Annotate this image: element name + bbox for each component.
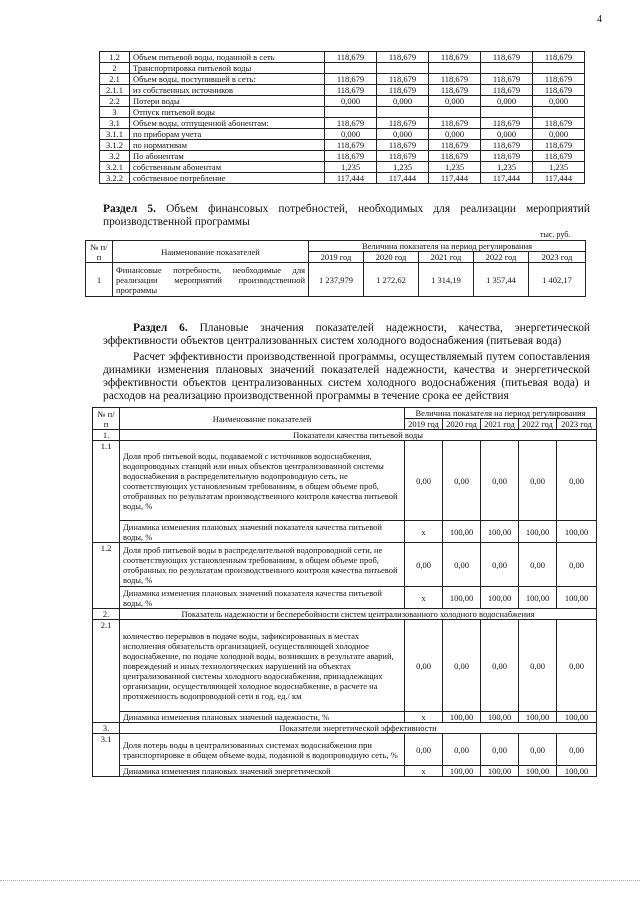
t1-value: 118,679 xyxy=(325,74,377,85)
t3-section-title: Показатели энергетической эффективности xyxy=(120,723,597,734)
t1-row-name: собственное потребление xyxy=(130,173,325,184)
t1-value: 118,679 xyxy=(325,85,377,96)
t2-value: 1 237,979 xyxy=(309,263,364,297)
t3-value: 0,00 xyxy=(481,441,519,521)
t3-value: х xyxy=(405,766,443,777)
t1-value xyxy=(325,107,377,118)
section-6-label: Раздел 6. xyxy=(133,322,188,334)
t1-value: 118,679 xyxy=(377,52,429,63)
t1-value: 118,679 xyxy=(429,85,481,96)
t2-value: 1 402,17 xyxy=(529,263,586,297)
t1-value: 117,444 xyxy=(325,173,377,184)
t3-row-num: 3.1 xyxy=(93,734,120,777)
table-row xyxy=(100,74,585,85)
t1-row-name: Отпуск питьевой воды xyxy=(130,107,325,118)
t3-section-num: 1. xyxy=(93,430,120,441)
t1-row-name: Объем воды, поступившей в сеть: xyxy=(130,74,325,85)
t1-value: 117,444 xyxy=(429,173,481,184)
t3-value: 100,00 xyxy=(519,712,557,723)
t2-row-name: Финансовые потребности, необходимые для реализации мероприятий производственной программы xyxy=(113,263,309,297)
t1-value: 118,679 xyxy=(429,151,481,162)
indicators-table xyxy=(92,407,597,777)
t1-value: 0,000 xyxy=(325,96,377,107)
table-row xyxy=(100,162,585,173)
t1-value: 1,235 xyxy=(481,162,533,173)
t3-value: 100,00 xyxy=(443,712,481,723)
t1-value: 118,679 xyxy=(481,74,533,85)
t3-value: 0,00 xyxy=(557,620,597,712)
t3-value: х xyxy=(405,521,443,543)
t1-row-name: Транспортировка питьевой воды xyxy=(130,63,325,74)
units-label: тыс. руб. xyxy=(540,230,571,239)
t3-value: 0,00 xyxy=(557,734,597,766)
table-row xyxy=(100,107,585,118)
t1-value: 1,235 xyxy=(325,162,377,173)
page-number: 4 xyxy=(597,14,602,25)
section-6 xyxy=(103,322,590,403)
t3-value: 0,00 xyxy=(481,620,519,712)
table-row xyxy=(100,140,585,151)
t3-row-name: Динамика изменения плановых значений показателя качества питьевой воды, % xyxy=(120,521,405,543)
t1-value: 118,679 xyxy=(533,118,585,129)
t1-value: 0,000 xyxy=(377,96,429,107)
t1-value: 118,679 xyxy=(533,151,585,162)
t1-value: 118,679 xyxy=(481,52,533,63)
t3-value: 0,00 xyxy=(405,543,443,587)
section-6-title: Плановые значения показателей надежности, качества, энергетической эффективности объектов централизованных систем холодного водоснабжения (питьевая вода) xyxy=(103,322,590,347)
t3-row-num: 1.2 xyxy=(93,543,120,609)
t3-value: 100,00 xyxy=(481,766,519,777)
t1-value: 117,444 xyxy=(533,173,585,184)
t3-row-name: Доля потерь воды в централизованных системах водоснабжения при транспортировке в общем объеме воды, поданной в водопроводную сеть, % xyxy=(120,734,405,766)
section-5-heading xyxy=(103,203,590,229)
t3-row-name: Доля проб питьевой воды, подаваемой с источников водоснабжения, водопроводных станций или иных объектов централизованной системы водоснабжения в распределительную водопроводную сеть, не соответствующих установленным требованиям, в общем объеме проб, отобранных по результатам производственного контроля качества питьевой воды, % xyxy=(120,441,405,521)
t3-value: 100,00 xyxy=(519,521,557,543)
t1-value xyxy=(377,63,429,74)
t1-value: 1,235 xyxy=(533,162,585,173)
t3-section-num: 2. xyxy=(93,609,120,620)
t3-value: 100,00 xyxy=(519,766,557,777)
t3-value: 0,00 xyxy=(405,441,443,521)
t1-value: 118,679 xyxy=(325,151,377,162)
t1-value: 0,000 xyxy=(377,129,429,140)
t3-row-name: Динамика изменения плановых значений надежности, % xyxy=(120,712,405,723)
t3-value: 0,00 xyxy=(519,543,557,587)
t3-value: 0,00 xyxy=(557,441,597,521)
table-row xyxy=(100,63,585,74)
t1-value xyxy=(429,63,481,74)
t1-value: 117,444 xyxy=(481,173,533,184)
t1-value: 118,679 xyxy=(533,74,585,85)
t1-value: 118,679 xyxy=(377,140,429,151)
section-5-label: Раздел 5. xyxy=(103,203,156,215)
t1-row-num: 3.2.2 xyxy=(100,173,130,184)
t1-value: 118,679 xyxy=(325,140,377,151)
t1-row-num: 3.2.1 xyxy=(100,162,130,173)
t1-row-num: 2.1 xyxy=(100,74,130,85)
water-volume-table xyxy=(99,51,585,184)
t3-value: 0,00 xyxy=(443,620,481,712)
t2-value: 1 357,44 xyxy=(474,263,529,297)
table-row xyxy=(100,118,585,129)
t3-value: 0,00 xyxy=(481,734,519,766)
t3-value: 100,00 xyxy=(481,521,519,543)
t1-value: 0,000 xyxy=(429,129,481,140)
t3-row-name: количество перерывов в подаче воды, зафиксированных в местах исполнения обязательств организацией, осуществляющей холодное водоснабжение, по подаче холодной воды, возникших в результате аварий, повреждений и иных технологических нарушений на объектах централизованной системы холодного водоснабжения, принадлежащих организации, осуществляющей холодное водоснабжение, в расчете на протяженность водопроводной сети в год, ед./ км xyxy=(120,620,405,712)
t1-row-name: по нормативам xyxy=(130,140,325,151)
t3-year: 2022 год xyxy=(519,419,557,430)
t3-header-period: Величина показателя на период регулирования xyxy=(405,408,597,419)
t2-year: 2020 год xyxy=(364,252,419,263)
t3-value: 0,00 xyxy=(443,441,481,521)
t3-year: 2019 год xyxy=(405,419,443,430)
t3-value: 0,00 xyxy=(519,734,557,766)
section-5-text: Объем финансовых потребностей, необходимых для реализации мероприятий производственной программы xyxy=(103,203,590,228)
t3-value: 0,00 xyxy=(557,543,597,587)
t3-row-name: Динамика изменения плановых значений энергетической xyxy=(120,766,405,777)
t2-row-num: 1 xyxy=(86,263,113,297)
t3-value: 0,00 xyxy=(519,441,557,521)
table-row xyxy=(100,173,585,184)
t3-value: 100,00 xyxy=(557,587,597,609)
t1-value: 0,000 xyxy=(481,96,533,107)
t1-row-name: по приборам учета xyxy=(130,129,325,140)
t3-value: 0,00 xyxy=(405,620,443,712)
t1-row-num: 2.2 xyxy=(100,96,130,107)
t1-row-name: По абонентам xyxy=(130,151,325,162)
t1-value: 118,679 xyxy=(377,118,429,129)
t1-value: 118,679 xyxy=(325,118,377,129)
t3-value: 100,00 xyxy=(557,712,597,723)
t1-value xyxy=(533,63,585,74)
t1-row-name: Потери воды xyxy=(130,96,325,107)
t1-value xyxy=(377,107,429,118)
t3-value: 100,00 xyxy=(443,766,481,777)
table-row xyxy=(100,85,585,96)
t1-row-num: 3.1.2 xyxy=(100,140,130,151)
t1-value: 0,000 xyxy=(325,129,377,140)
t1-value: 118,679 xyxy=(533,52,585,63)
t3-value: х xyxy=(405,712,443,723)
t1-value: 0,000 xyxy=(533,129,585,140)
t3-section-title: Показатель надежности и бесперебойности систем централизованного холодного водоснабжения xyxy=(120,609,597,620)
t1-value: 118,679 xyxy=(481,140,533,151)
t1-row-num: 3.2 xyxy=(100,151,130,162)
t3-header-name: Наименование показателей xyxy=(120,408,405,430)
t1-value: 118,679 xyxy=(533,85,585,96)
t1-value xyxy=(429,107,481,118)
t1-value: 118,679 xyxy=(429,74,481,85)
t1-row-num: 2.1.1 xyxy=(100,85,130,96)
t3-value: 100,00 xyxy=(481,712,519,723)
t1-value: 0,000 xyxy=(429,96,481,107)
t3-value: 100,00 xyxy=(443,521,481,543)
financial-needs-table xyxy=(85,240,586,297)
t1-value: 118,679 xyxy=(377,74,429,85)
t3-value: 0,00 xyxy=(519,620,557,712)
t1-value xyxy=(481,107,533,118)
t3-value: 100,00 xyxy=(557,521,597,543)
t1-row-num: 3.1 xyxy=(100,118,130,129)
table-row xyxy=(100,52,585,63)
t1-value: 118,679 xyxy=(481,85,533,96)
t1-row-name: Объем питьевой воды, поданной в сеть xyxy=(130,52,325,63)
t1-row-num: 3 xyxy=(100,107,130,118)
t2-value: 1 272,62 xyxy=(364,263,419,297)
table-row xyxy=(100,96,585,107)
t2-year: 2023 год xyxy=(529,252,586,263)
t3-section-num: 3. xyxy=(93,723,120,734)
t3-value: 0,00 xyxy=(443,543,481,587)
t1-value xyxy=(325,63,377,74)
t1-row-num: 3.1.1 xyxy=(100,129,130,140)
t3-year: 2020 год xyxy=(443,419,481,430)
t1-value: 1,235 xyxy=(377,162,429,173)
t3-value: 100,00 xyxy=(443,587,481,609)
t1-value: 118,679 xyxy=(429,52,481,63)
t1-value xyxy=(481,63,533,74)
t3-value: 100,00 xyxy=(557,766,597,777)
t1-value: 1,235 xyxy=(429,162,481,173)
t1-value xyxy=(533,107,585,118)
t3-year: 2021 год xyxy=(481,419,519,430)
t2-year: 2021 год xyxy=(419,252,474,263)
t3-value: 100,00 xyxy=(519,587,557,609)
t3-section-title: Показатели качества питьевой воды xyxy=(120,430,597,441)
table-row xyxy=(100,129,585,140)
t3-value: 0,00 xyxy=(443,734,481,766)
t1-value: 118,679 xyxy=(377,85,429,96)
t3-header-num: № п/п xyxy=(93,408,120,430)
t2-year: 2019 год xyxy=(309,252,364,263)
t3-value: 100,00 xyxy=(481,587,519,609)
t1-row-num: 1.2 xyxy=(100,52,130,63)
t1-value: 0,000 xyxy=(533,96,585,107)
t1-value: 0,000 xyxy=(481,129,533,140)
table-row xyxy=(100,151,585,162)
t1-value: 118,679 xyxy=(429,140,481,151)
t3-row-num: 1.1 xyxy=(93,441,120,543)
t1-row-name: собственным абонентам xyxy=(130,162,325,173)
t2-value: 1 314,19 xyxy=(419,263,474,297)
t1-value: 118,679 xyxy=(481,151,533,162)
t3-row-num: 2.1 xyxy=(93,620,120,723)
t1-row-name: Объем воды, отпущенной абонентам: xyxy=(130,118,325,129)
t3-value: х xyxy=(405,587,443,609)
t1-value: 118,679 xyxy=(377,151,429,162)
t3-value: 0,00 xyxy=(405,734,443,766)
t1-value: 118,679 xyxy=(533,140,585,151)
footer-divider xyxy=(0,880,640,881)
t2-header-period: Величина показателя на период регулирования xyxy=(309,241,586,252)
t1-row-name: из собственных источников xyxy=(130,85,325,96)
t2-year: 2022 год xyxy=(474,252,529,263)
t2-header-num: № п/п xyxy=(86,241,113,263)
t3-row-name: Динамика изменения плановых значений показателя качества питьевой воды, % xyxy=(120,587,405,609)
t1-value: 117,444 xyxy=(377,173,429,184)
t1-value: 118,679 xyxy=(429,118,481,129)
t1-row-num: 2 xyxy=(100,63,130,74)
t3-year: 2023 год xyxy=(557,419,597,430)
section-6-paragraph: Расчет эффективности производственной программы, осуществляемый путем сопоставления динамики изменения плановых значений показателей надежности, качества и энергетической эффективности объектов централизованных систем холодного водоснабжения (питьевая вода) и расходов на реализацию производственной программы в течение срока ее действия xyxy=(103,351,590,402)
t3-row-name: Доля проб питьевой воды в распределительной водопроводной сети, не соответствующих установленным требованиям, в общем объеме проб, отобранных по результатам производственного контроля качества питьевой воды, % xyxy=(120,543,405,587)
t1-value: 118,679 xyxy=(325,52,377,63)
t1-value: 118,679 xyxy=(481,118,533,129)
t2-header-name: Наименование показателей xyxy=(113,241,309,263)
t3-value: 0,00 xyxy=(481,543,519,587)
